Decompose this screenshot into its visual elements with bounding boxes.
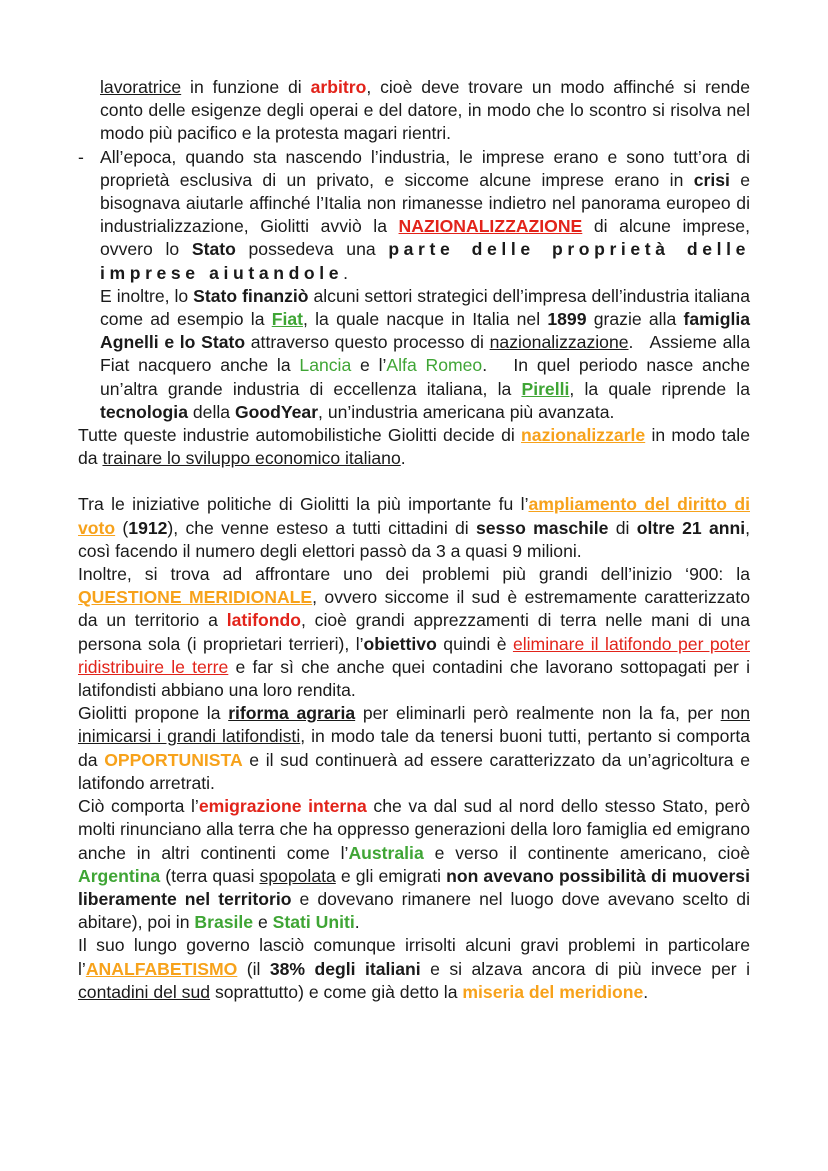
highlight-span: NAZIONALIZZAZIONE: [398, 216, 583, 237]
bold-span: tecnologia: [100, 401, 188, 422]
bold-span: GoodYear: [234, 401, 319, 422]
paragraph-questione-meridionale: [78, 563, 750, 702]
text-span: All’epoca, quando sta nascendo l’industria, le imprese erano e sono tutt’ora di proprietà esclusiva di un privato, e siccome alcune imprese erano in: [100, 146, 750, 190]
bold-span: sesso maschile: [475, 517, 609, 538]
paragraph-arbitro: [78, 76, 750, 146]
highlight-span: Argentina: [78, 865, 161, 886]
text-span: (terra quasi: [160, 865, 260, 886]
text-span: , cioè grandi apprezzamenti di terra nelle mani di una persona sola (i proprietari terrieri), l’: [78, 610, 750, 654]
highlight-span: Australia: [348, 842, 424, 863]
text-span: e si alzava ancora di più invece per i: [420, 958, 750, 979]
text-span: Inoltre, si trova ad affrontare uno dei problemi più grandi dell’inizio ‘900: la: [78, 564, 750, 585]
text-span: Tra le iniziative politiche di Giolitti la più importante fu l’: [78, 494, 529, 515]
highlight-span: emigrazione interna: [198, 796, 367, 817]
bold-span: Stato: [191, 239, 236, 260]
bullet-dash: -: [78, 146, 84, 167]
text-span: , la quale nacque in Italia nel: [303, 309, 548, 330]
bold-span: famiglia Agnelli e lo Stato: [100, 309, 750, 353]
highlight-span: eliminare il latifondo per poter ridistribuire le terre: [78, 633, 750, 677]
document-page: [78, 76, 755, 1004]
highlight-span: arbitro: [310, 77, 367, 97]
text-span: della: [187, 401, 235, 422]
text-span: e gli emigrati: [335, 865, 447, 886]
text-span: possedeva una: [235, 239, 389, 260]
text-span: (il: [237, 958, 270, 979]
text-span: . Assieme alla Fiat nacquero anche la: [100, 332, 755, 376]
highlight-span: OPPORTUNISTA: [104, 749, 243, 770]
text-span: soprattutto) e come già detto la: [210, 981, 463, 1002]
text-span: di alcune imprese, ovvero lo: [100, 216, 750, 260]
bold-span: 1912: [128, 517, 168, 538]
text-span: .: [343, 262, 349, 283]
text-span: di: [608, 517, 637, 538]
text-span: .: [354, 912, 360, 933]
bold-span: 1899: [547, 309, 587, 330]
text-span: , ovvero siccome il sud è estremamente caratterizzato da un territorio a: [78, 587, 750, 631]
text-span: grazie alla: [586, 309, 684, 330]
highlight-span: Stati Uniti: [272, 912, 355, 933]
text-span: in modo tale da: [78, 425, 750, 469]
highlight-span: latifondo: [226, 610, 301, 631]
text-span: quindi è: [436, 633, 513, 654]
highlight-span: QUESTIONE MERIDIONALE: [78, 587, 313, 608]
paragraph-diritto-voto: [78, 493, 750, 563]
paragraph-spacer: [78, 470, 750, 493]
text-span: Giolitti propone la: [78, 703, 229, 724]
highlight-span: Pirelli: [521, 378, 570, 399]
text-span: in funzione di: [181, 77, 311, 97]
text-span: nazionalizzazione: [489, 332, 629, 353]
text-span: . In quel periodo nasce anche un’altra grande industria di eccellenza italiana, la: [100, 355, 755, 399]
paragraph-industrie: [78, 424, 750, 470]
text-span: .: [400, 448, 406, 469]
text-span: ), che venne esteso a tutti cittadini di: [167, 517, 476, 538]
highlight-span: Lancia: [299, 355, 352, 376]
bold-span: 38% degli italiani: [269, 958, 421, 979]
text-span: e il sud continuerà ad essere caratterizzato da un’agricoltura e latifondo arretrati.: [78, 749, 750, 793]
bold-span: obiettivo: [363, 633, 437, 654]
text-span: , cioè deve trovare un modo affinché si rende conto delle esigenze degli operai e del datore, in modo che lo scontro si risolva nel modo più pacifico e la protesta magari rientri.: [100, 77, 750, 144]
text-span: spopolata: [259, 865, 336, 886]
text-span: trainare lo sviluppo economico italiano: [102, 448, 401, 469]
text-span: , così facendo il numero degli elettori passò da 3 a quasi 9 milioni.: [78, 517, 750, 561]
text-span: contadini del sud: [78, 981, 211, 1002]
text-span: attraverso questo processo di: [245, 332, 490, 353]
highlight-span: nazionalizzarle: [521, 425, 646, 446]
text-span: lavoratrice: [100, 77, 182, 97]
text-span: e verso il continente americano, cioè: [423, 842, 751, 863]
text-span: e: [253, 912, 273, 933]
paragraph-emigrazione: [78, 795, 750, 934]
text-span: (: [115, 517, 129, 538]
bold-span: riforma agraria: [228, 703, 356, 724]
text-span: alcuni settori strategici dell’impresa dell’industria italiana come ad esempio la: [100, 285, 750, 330]
bold-span: parte delle proprietà delle imprese aiutandole: [100, 239, 751, 283]
highlight-span: ANALFABETISMO: [85, 958, 238, 979]
bold-span: Stato finanziò: [193, 285, 309, 306]
text-span: e dovevano rimanere nel luogo dove avevano scelto di abitare), poi in: [78, 888, 750, 933]
text-span: che va dal sud al nord dello stesso Stato, però molti rinunciano alla terra che ha oppresso generazioni della loro famiglia ed emigrano anche in altri continenti come l’: [78, 796, 750, 863]
highlight-span: ampliamento del diritto di voto: [78, 494, 750, 538]
text-span: .: [643, 981, 649, 1002]
text-span: , in modo tale da tenersi buoni tutti, pertanto si comporta da: [78, 726, 750, 770]
text-span: per eliminarli però realmente non la fa, per: [355, 703, 721, 724]
bold-span: non avevano possibilità di muoversi liberamente nel territorio: [78, 865, 750, 909]
paragraph-riforma-agraria: [78, 702, 750, 795]
bold-span: oltre 21 anni: [636, 517, 746, 538]
highlight-span: Fiat: [271, 309, 304, 330]
paragraph-analfabetismo: [78, 934, 750, 1004]
text-span: e far sì che anche quei contadini che lavorano sottopagati per i latifondisti abbiano una loro rendita.: [78, 656, 750, 701]
text-span: E inoltre, lo: [100, 285, 194, 306]
highlight-span: miseria del meridione: [462, 981, 644, 1002]
text-span: Ciò comporta l’: [78, 796, 199, 817]
highlight-span: Alfa Romeo: [386, 355, 483, 376]
text-span: e bisognava aiutarle affinché l’Italia non rimanesse indietro nel panorama europeo di industrializzazione, Giolitti avviò la: [100, 169, 750, 237]
text-span: , la quale riprende la: [569, 378, 750, 399]
bold-span: crisi: [693, 169, 730, 190]
bullet-nazionalizzazione: [78, 146, 755, 424]
text-span: Tutte queste industrie automobilistiche Giolitti decide di: [78, 425, 522, 446]
text-span: , un’industria americana più avanzata.: [318, 401, 615, 422]
text-span: e l’: [351, 355, 387, 376]
highlight-span: Brasile: [194, 912, 254, 933]
text-span: non inimicarsi i grandi latifondisti: [78, 703, 750, 747]
text-span: Il suo lungo governo lasciò comunque irrisolti alcuni gravi problemi in particolare l’: [78, 935, 750, 979]
